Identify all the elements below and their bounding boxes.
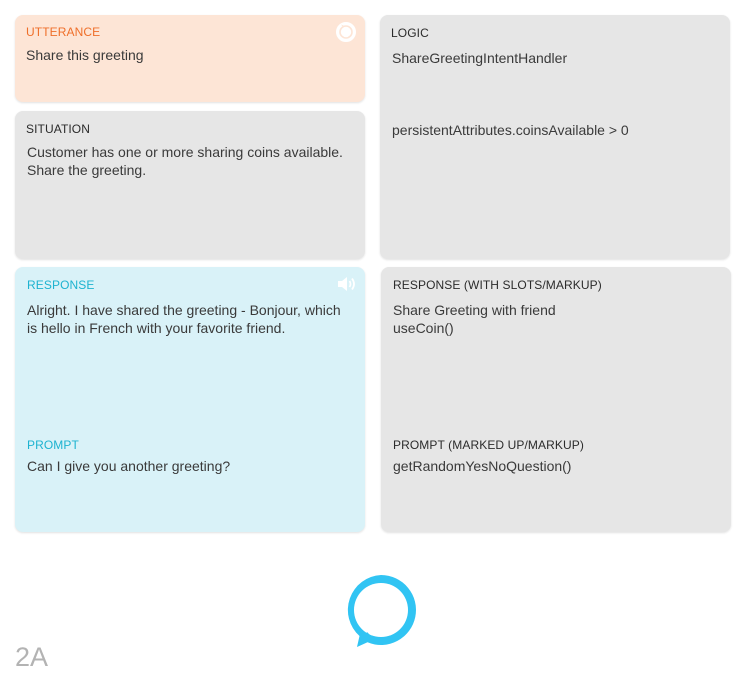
response-title: RESPONSE bbox=[27, 278, 95, 292]
logic-handler: ShareGreetingIntentHandler bbox=[392, 50, 568, 66]
markup-card bbox=[381, 267, 731, 532]
speech-bubble-icon bbox=[335, 21, 357, 43]
logic-condition: persistentAttributes.coinsAvailable > 0 bbox=[392, 122, 629, 138]
markup-line-2: useCoin() bbox=[393, 320, 454, 336]
response-text: Alright. I have shared the greeting - Bonjour, which is hello in French with your favorite friend. bbox=[27, 302, 341, 336]
logic-card bbox=[380, 15, 730, 259]
markup-title: RESPONSE (WITH SLOTS/MARKUP) bbox=[393, 278, 602, 292]
utterance-card bbox=[15, 15, 365, 102]
markup-prompt-text: getRandomYesNoQuestion() bbox=[393, 458, 572, 474]
prompt-text: Can I give you another greeting? bbox=[27, 458, 231, 474]
logic-title: LOGIC bbox=[391, 26, 429, 40]
markup-prompt-title: PROMPT (MARKED UP/MARKUP) bbox=[393, 438, 584, 452]
response-card bbox=[15, 267, 365, 532]
markup-line-1: Share Greeting with friend bbox=[393, 302, 556, 318]
utterance-text: Share this greeting bbox=[26, 47, 144, 63]
alexa-ring-icon bbox=[343, 572, 419, 648]
speaker-icon bbox=[335, 273, 357, 295]
page-label: 2A bbox=[15, 642, 49, 672]
utterance-title: UTTERANCE bbox=[26, 25, 101, 39]
situation-title: SITUATION bbox=[26, 122, 91, 136]
situation-text: Customer has one or more sharing coins available. Share the greeting. bbox=[27, 144, 343, 178]
prompt-title: PROMPT bbox=[27, 438, 79, 452]
situation-card bbox=[15, 111, 365, 259]
